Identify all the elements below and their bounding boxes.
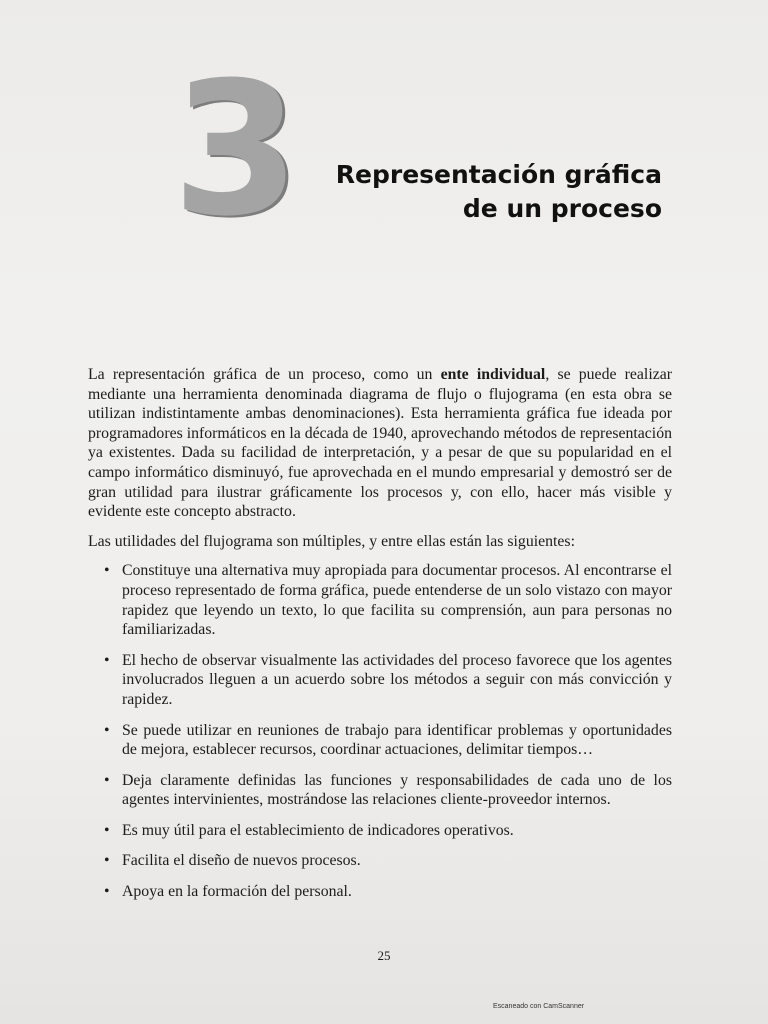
page-number: 25 <box>377 948 391 963</box>
bullet-icon: • <box>104 883 110 901</box>
list-item-text: Es muy útil para el establecimiento de indicadores operativos. <box>122 821 514 839</box>
chapter-title-line-2: de un proceso <box>462 194 662 223</box>
chapter-title <box>336 158 662 226</box>
uses-lead-paragraph: Las utilidades del flujograma son múltiples, y entre ellas están las siguientes: <box>88 532 575 550</box>
bullet-icon: • <box>104 771 110 789</box>
list-item <box>104 882 672 902</box>
list-item <box>104 821 672 841</box>
chapter-number: 3 <box>172 43 297 257</box>
body-text <box>88 365 672 913</box>
bullet-icon: • <box>104 562 110 580</box>
bullet-icon: • <box>104 651 110 669</box>
bullet-icon: • <box>104 721 110 739</box>
list-item <box>104 851 672 871</box>
list-item <box>104 721 672 760</box>
list-item-text: Apoya en la formación del personal. <box>122 883 352 901</box>
list-item-text: El hecho de observar visualmente las actividades del proceso favorece que los agentes involucrados lleguen a un acuerdo sobre los métodos a seguir con más convicción y rapidez. <box>122 651 672 708</box>
list-item <box>104 771 672 810</box>
list-item <box>104 651 672 710</box>
bullet-icon: • <box>104 852 110 870</box>
bullet-icon: • <box>104 821 110 839</box>
list-item <box>104 561 672 639</box>
scanner-watermark: Escaneado con CamScanner <box>493 1003 585 1010</box>
list-item-text: Deja claramente definidas las funciones y responsabilidades de cada uno de los agentes intervinientes, mostrándose las relaciones cliente-proveedor internos. <box>122 771 672 809</box>
intro-paragraph <box>88 365 672 522</box>
list-item-text: Constituye una alternativa muy apropiada para documentar procesos. Al encontrarse el proceso representado de forma gráfica, puede entenderse de un solo vistazo con mayor rapidez que leyendo un texto, lo que facilita su comprensión, aun para personas no familiarizadas. <box>122 562 672 639</box>
list-item-text: Facilita el diseño de nuevos procesos. <box>122 852 361 870</box>
intro-text-start: La representación gráfica de un proceso, como un <box>88 366 441 383</box>
list-item-text: Se puede utilizar en reuniones de trabajo para identificar problemas y oportunidades de mejora, establecer recursos, coordinar actuaciones, delimitar tiempos… <box>122 721 672 759</box>
chapter-title-line-1: Representación gráfica <box>335 160 662 189</box>
uses-list <box>88 561 672 901</box>
intro-text-rest: , se puede realizar mediante una herramienta denominada diagrama de flujo o flujograma (en esta obra se utilizan indistintamente ambas denominaciones). Esta herramienta gráfica fue ideada por programadores informáticos en la década de 1940, aprovechando métodos de representación ya existentes. Dada su facilidad de interpretación, y a pesar de que su popularidad en el campo informático disminuyó, fue aprovechada en el mundo empresarial y demostró ser de gran utilidad para ilustrar gráficamente los procesos y, con ello, hacer más visible y evidente este concepto abstracto. <box>88 366 672 521</box>
intro-bold-term: ente individual <box>440 366 546 383</box>
